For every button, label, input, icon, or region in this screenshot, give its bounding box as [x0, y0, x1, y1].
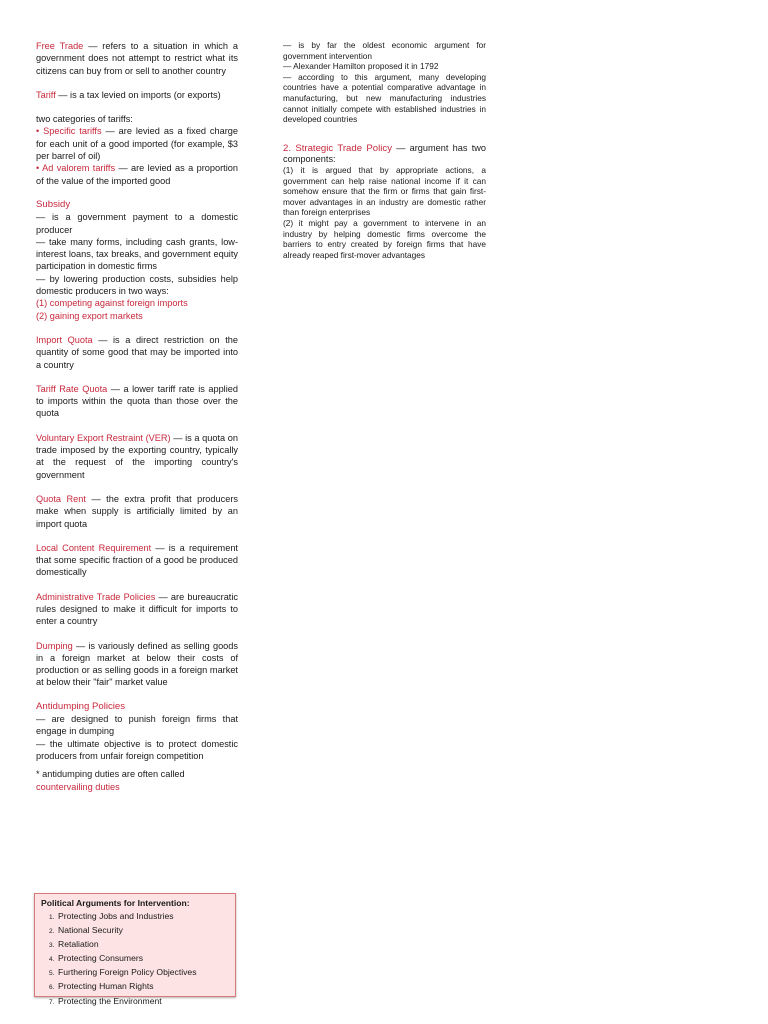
local-content-entry [36, 542, 238, 579]
list-item [49, 995, 229, 1009]
list-item-number: 1. [49, 914, 55, 921]
tariff-rate-quota-term: Tariff Rate Quota [36, 383, 108, 394]
antidumping-term: Antidumping Policies [36, 700, 126, 712]
dumping-definition: — is variously defined as selling goods in a foreign market at below their costs of production or as selling goods in a foreign market at below their "fair" market value [36, 640, 238, 688]
specific-tariffs-term: • Specific tariffs [36, 126, 102, 137]
political-arguments-box [34, 893, 236, 1006]
list-item-label: Protecting Consumers [58, 953, 144, 964]
list-item [49, 938, 229, 952]
specific-tariffs-definition: — are levied as a fixed charge for each unit of a good imported (for example, $3 per barrel of oil) [36, 126, 238, 162]
strategic-trade-entry [283, 143, 486, 261]
list-item [49, 952, 229, 966]
tariff-categories-entry [36, 113, 238, 187]
political-arguments-list [41, 910, 229, 1009]
list-item-number: 4. [49, 956, 55, 964]
subsidy-entry [36, 199, 238, 322]
list-item-label: Furthering Foreign Policy Objectives [58, 967, 197, 978]
local-content-definition: — is a requirement that some specific fraction of a good be produced domestically [36, 542, 238, 578]
tariff-rate-quota-entry [36, 383, 238, 420]
admin-trade-term: Administrative Trade Policies [36, 591, 156, 602]
subsidy-line-2: — take many forms, including cash grants, low-interest loans, tax breaks, and government equity participation in domestic firms [36, 236, 238, 272]
political-arguments-title: Political Arguments for Intervention: [41, 898, 190, 908]
list-item-number: 5. [49, 970, 55, 978]
ver-definition: — is a quota on trade imposed by the exporting country, typically at the request of the importing country's government [36, 432, 238, 480]
admin-trade-definition: — are bureaucratic rules designed to make it difficult for imports to enter a country [36, 591, 238, 627]
admin-trade-entry [36, 591, 238, 628]
infant-line-3: — according to this argument, many developing countries have a potential comparative advantage in manufacturing, but new manufacturing industries cannot initially compete with established industries in developed countries [283, 71, 486, 125]
tariff-categories-intro: two categories of tariffs: [36, 114, 133, 125]
dumping-term: Dumping [36, 640, 73, 651]
ver-entry [36, 432, 238, 481]
subsidy-line-1: — is a government payment to a domestic producer [36, 212, 238, 235]
quota-rent-term: Quota Rent [36, 493, 86, 504]
quota-rent-definition: — the extra profit that producers make when supply is artificially limited by an import quota [36, 493, 238, 529]
strategic-trade-definition: — argument has two components: [283, 142, 487, 165]
strategic-trade-term: 2. Strategic Trade Policy [283, 142, 392, 154]
list-item [49, 910, 229, 924]
list-item-label: Retaliation [58, 939, 99, 950]
subsidy-line-5: (2) gaining export markets [36, 310, 143, 321]
tariff-entry [36, 89, 238, 101]
import-quota-term: Import Quota [36, 334, 93, 345]
right-column [283, 40, 486, 272]
list-item-label: Protecting the Environment [58, 995, 162, 1006]
ad-valorem-block [36, 163, 238, 185]
dumping-entry [36, 640, 238, 689]
subsidy-line-4: (1) competing against foreign imports [36, 298, 188, 309]
tariff-rate-quota-definition: — a lower tariff rate is applied to imports within the quota than those over the quota [36, 383, 238, 419]
quota-rent-entry [36, 493, 238, 530]
strategic-component-1: (1) it is argued that by appropriate actions, a government can help raise national income if it can somehow ensure that the firm or firms that gain first-mover advantages in an industry are domestic rather than foreign enterprises [283, 164, 486, 218]
ad-valorem-definition: — are levied as a proportion of the value of the imported good [36, 163, 238, 186]
antidumping-line-1: — are designed to punish foreign firms that engage in dumping [36, 714, 238, 737]
free-trade-entry [36, 40, 238, 77]
subsidy-term: Subsidy [36, 198, 71, 210]
tariff-term: Tariff [36, 89, 56, 100]
infant-line-2: — Alexander Hamilton proposed it in 1792 [283, 61, 439, 72]
ad-valorem-term: • Ad valorem tariffs [36, 163, 116, 174]
list-item-number: 2. [49, 928, 55, 936]
antidumping-line-2: — the ultimate objective is to protect domestic producers from unfair foreign competition [36, 738, 238, 761]
free-trade-term: Free Trade [36, 41, 84, 51]
infant-industry-entry [283, 40, 486, 125]
import-quota-definition: — is a direct restriction on the quantity of some good that may be imported into a country [36, 334, 238, 370]
list-item-label: Protecting Human Rights [58, 981, 154, 992]
list-item [49, 924, 229, 938]
local-content-term: Local Content Requirement [36, 542, 152, 553]
subsidy-line-3: — by lowering production costs, subsidies help domestic producers in two ways: [36, 273, 238, 297]
ver-term: Voluntary Export Restraint (VER) [36, 432, 171, 443]
list-item-number: 3. [49, 942, 55, 950]
infant-line-1: — is by far the oldest economic argument for government intervention [283, 40, 486, 61]
strategic-component-2: (2) it might pay a government to intervene in an industry by helping domestic firms overcome the barriers to entry created by foreign firms that have already reaped first-mover advantages [283, 217, 486, 260]
list-item-number: 6. [49, 984, 55, 992]
tariff-definition: — is a tax levied on imports (or exports) [55, 89, 221, 100]
list-item [49, 980, 229, 994]
list-item [49, 966, 229, 980]
specific-tariffs-block [36, 126, 238, 161]
import-quota-entry [36, 334, 238, 371]
free-trade-definition: — refers to a situation in which a government does not attempt to restrict what its citizens can buy from or sell to another country [36, 41, 238, 76]
antidumping-entry [36, 701, 238, 793]
list-item-number: 7. [49, 998, 55, 1006]
list-item-label: Protecting Jobs and Industries [58, 911, 174, 921]
list-item-label: National Security [58, 925, 123, 936]
left-column [36, 40, 238, 805]
antidumping-line-4: countervailing duties [36, 781, 120, 792]
antidumping-line-3: * antidumping duties are often called [36, 769, 185, 780]
